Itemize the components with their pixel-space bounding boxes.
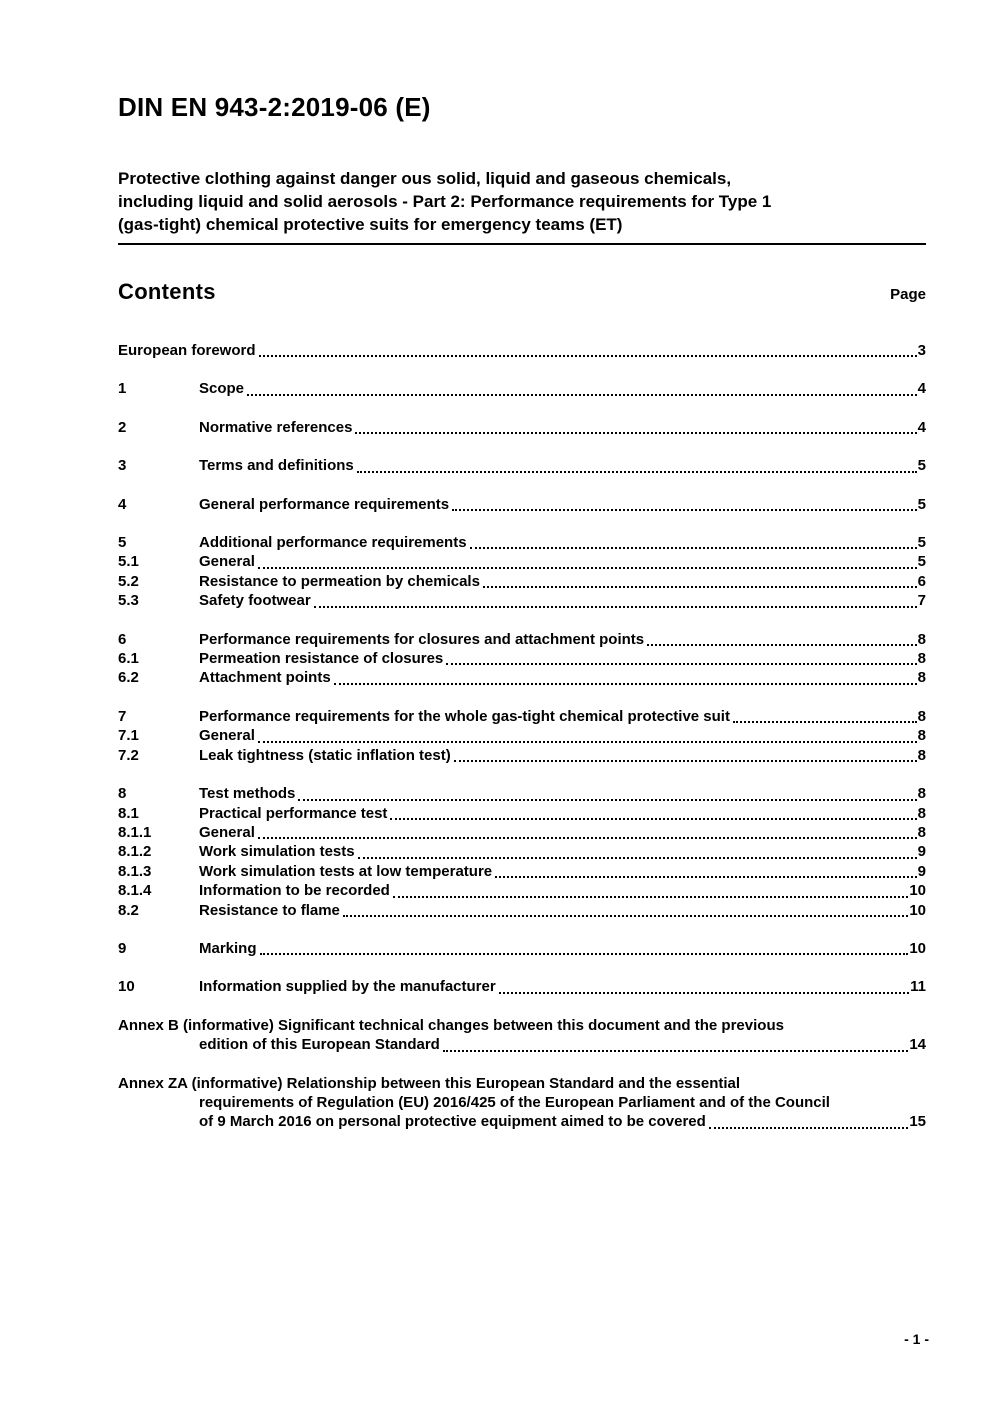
toc-entry-number: 5.2 <box>118 572 139 590</box>
toc-entry-title: Resistance to permeation by chemicals <box>199 572 480 590</box>
toc-entry-number: 5.3 <box>118 592 139 610</box>
toc-entry-title: Performance requirements for the whole gas-tight chemical protective suit <box>199 707 730 725</box>
toc-entry-title: Attachment points <box>199 669 331 687</box>
toc-entry-number: 8.1.3 <box>118 862 152 880</box>
toc-entry-page: 8 <box>917 727 926 745</box>
toc-entry-number: 7 <box>118 707 127 725</box>
toc-dotted-leader <box>357 471 917 473</box>
toc-entry-page: 8 <box>917 823 926 841</box>
toc-entry-number: 5.1 <box>118 553 139 571</box>
toc-entry-page: 8 <box>917 669 926 687</box>
toc-group <box>118 977 926 996</box>
toc-entry-title: Terms and definitions <box>199 457 354 475</box>
toc-dotted-leader <box>334 683 917 685</box>
document-title-line: (gas-tight) chemical protective suits for emergency teams (ET) <box>118 215 623 234</box>
toc-entry-title: Work simulation tests at low temperature <box>199 862 493 880</box>
toc-entry-number: 2 <box>118 418 127 436</box>
toc-dotted-leader <box>495 876 917 878</box>
toc-entry <box>118 862 926 881</box>
toc-entry-number: 8 <box>118 785 127 803</box>
toc-group <box>118 379 926 398</box>
toc-entry <box>118 668 926 687</box>
toc-entry-page: 15 <box>909 1113 926 1131</box>
toc-dotted-leader <box>247 394 917 396</box>
toc-dotted-leader <box>260 953 909 955</box>
document-id: DIN EN 943-2:2019-06 (E) <box>118 92 431 122</box>
toc-entry <box>118 784 926 803</box>
toc-dotted-leader <box>709 1127 909 1129</box>
toc-annex-line: requirements of Regulation (EU) 2016/425 of the European Parliament and of the Council <box>199 1093 830 1111</box>
toc-dotted-leader <box>443 1050 908 1052</box>
toc-entry-number: 9 <box>118 939 127 957</box>
toc-dotted-leader <box>314 606 917 608</box>
toc-entry-number: 10 <box>118 978 135 996</box>
toc-entry-number: 5 <box>118 534 127 552</box>
toc-entry-number: 7.1 <box>118 727 139 745</box>
toc-entry-title: Resistance to flame <box>199 901 340 919</box>
toc-entry-number: 8.1.1 <box>118 823 152 841</box>
toc-annex-text: edition of this European Standard <box>199 1036 440 1054</box>
toc-entry <box>118 707 926 726</box>
toc-annex-text: of 9 March 2016 on personal protective equipment aimed to be covered <box>199 1113 706 1131</box>
toc-entry-page: 5 <box>917 534 926 552</box>
toc-group <box>118 418 926 437</box>
toc-entry-number: 8.1.2 <box>118 843 152 861</box>
toc-entry <box>118 379 926 398</box>
contents-header <box>118 279 926 305</box>
toc-entry-title: Normative references <box>199 418 353 436</box>
toc-entry-number: 4 <box>118 495 127 513</box>
toc-dotted-leader <box>454 760 917 762</box>
toc-entry <box>118 591 926 610</box>
toc-entry-page: 10 <box>909 939 926 957</box>
toc-entry-number: 3 <box>118 457 127 475</box>
toc-annex-entry <box>118 1074 926 1132</box>
toc-entry-page: 4 <box>917 418 926 436</box>
toc-entry-number: 8.1 <box>118 804 139 822</box>
toc-entry <box>118 881 926 900</box>
toc-entry-title: Marking <box>199 939 257 957</box>
toc-entry <box>118 572 926 591</box>
toc-group <box>118 341 926 360</box>
toc-annex-entry <box>118 1016 926 1055</box>
toc-entry-page: 8 <box>917 785 926 803</box>
toc-entry-title: General <box>199 823 255 841</box>
toc-entry-title: Information to be recorded <box>199 882 390 900</box>
toc-entry <box>118 418 926 437</box>
toc-entry-page: 10 <box>909 882 926 900</box>
toc-entry-page: 9 <box>917 843 926 861</box>
toc-annex-line: Annex B (informative) Significant technical changes between this document and the previous <box>118 1016 784 1034</box>
toc-group <box>118 784 926 920</box>
toc-dotted-leader <box>470 547 917 549</box>
toc-annex-last-line <box>199 1112 926 1131</box>
toc-entry <box>118 746 926 765</box>
toc-group <box>118 707 926 765</box>
toc-dotted-leader <box>446 663 916 665</box>
toc-entry-number: 8.1.4 <box>118 882 152 900</box>
toc-group <box>118 495 926 514</box>
toc-dotted-leader <box>258 741 917 743</box>
toc-entry-page: 5 <box>917 457 926 475</box>
document-title-line: including liquid and solid aerosols - Part 2: Performance requirements for Type 1 <box>118 192 772 211</box>
toc-entry-page: 9 <box>917 862 926 880</box>
toc-entry-number: 6.2 <box>118 669 139 687</box>
toc-entry-title: Practical performance test <box>199 804 388 822</box>
toc-entry <box>118 495 926 514</box>
document-title <box>118 167 926 245</box>
toc-entry-title: Permeation resistance of closures <box>199 650 444 668</box>
toc-dotted-leader <box>483 586 917 588</box>
toc-entry <box>118 726 926 745</box>
toc-entry-page: 4 <box>917 380 926 398</box>
toc-entry-title: Additional performance requirements <box>199 534 467 552</box>
toc-entry-page: 14 <box>909 1036 926 1054</box>
toc-entry-number: 8.2 <box>118 901 139 919</box>
toc-entry-title: General <box>199 727 255 745</box>
toc-entry <box>118 804 926 823</box>
toc-entry-title: Work simulation tests <box>199 843 355 861</box>
toc-entry-page: 10 <box>909 901 926 919</box>
toc-entry <box>118 533 926 552</box>
toc-dotted-leader <box>647 644 917 646</box>
toc-entry-page: 8 <box>917 630 926 648</box>
toc-dotted-leader <box>390 818 916 820</box>
toc-entry-title: General <box>199 553 255 571</box>
toc-entry-page: 5 <box>917 553 926 571</box>
toc-entry <box>118 977 926 996</box>
toc-entry-page: 3 <box>917 342 926 359</box>
toc-entry <box>118 842 926 861</box>
toc-dotted-leader <box>452 509 917 511</box>
toc-entry-page: 8 <box>917 804 926 822</box>
toc-dotted-leader <box>355 432 916 434</box>
page-column-label: Page <box>890 286 926 303</box>
toc-entry-page: 8 <box>917 707 926 725</box>
toc-dotted-leader <box>733 721 917 723</box>
toc-entry <box>118 630 926 649</box>
toc-entry <box>118 456 926 475</box>
toc-dotted-leader <box>358 857 917 859</box>
toc-entry-page: 11 <box>910 978 926 996</box>
toc-entry-page: 5 <box>917 495 926 513</box>
toc-entry-page: 8 <box>917 746 926 764</box>
toc-list <box>118 341 926 1132</box>
toc-annex-line: Annex ZA (informative) Relationship between this European Standard and the essential <box>118 1074 741 1092</box>
toc-entry-title: Scope <box>199 380 245 398</box>
toc-dotted-leader <box>393 896 908 898</box>
contents-heading: Contents <box>118 279 216 304</box>
toc-group <box>118 456 926 475</box>
toc-entry-title: Performance requirements for closures and attachment points <box>199 630 645 648</box>
document-title-line: Protective clothing against danger ous solid, liquid and gaseous chemicals, <box>118 169 732 188</box>
toc-entry-title: Information supplied by the manufacturer <box>199 978 496 996</box>
toc-entry-title: General performance requirements <box>199 495 450 513</box>
toc-entry-number: 6 <box>118 630 127 648</box>
toc-group <box>118 533 926 611</box>
toc-dotted-leader <box>258 567 917 569</box>
toc-entry-page: 7 <box>917 592 926 610</box>
toc-entry-number: 1 <box>118 380 127 398</box>
toc-entry <box>118 552 926 571</box>
toc-group <box>118 630 926 688</box>
toc-dotted-leader <box>499 992 909 994</box>
toc-dotted-leader <box>298 799 916 801</box>
toc-dotted-leader <box>259 355 917 357</box>
toc-entry-title: Leak tightness (static inflation test) <box>199 746 451 764</box>
toc-entry <box>118 341 926 360</box>
toc-entry <box>118 939 926 958</box>
toc-entry <box>118 649 926 668</box>
page-number-footer: - 1 - <box>904 1331 929 1347</box>
toc-group <box>118 939 926 958</box>
toc-entry-number: 6.1 <box>118 650 139 668</box>
toc-entry-title: European foreword <box>118 342 256 359</box>
toc-entry <box>118 823 926 842</box>
toc-dotted-leader <box>343 915 908 917</box>
toc-entry-title: Safety footwear <box>199 592 311 610</box>
toc-annex-last-line <box>199 1035 926 1054</box>
toc-entry-title: Test methods <box>199 785 296 803</box>
toc-entry <box>118 901 926 920</box>
toc-entry-page: 6 <box>917 572 926 590</box>
toc-entry-page: 8 <box>917 650 926 668</box>
toc-dotted-leader <box>258 837 917 839</box>
toc-entry-number: 7.2 <box>118 746 139 764</box>
